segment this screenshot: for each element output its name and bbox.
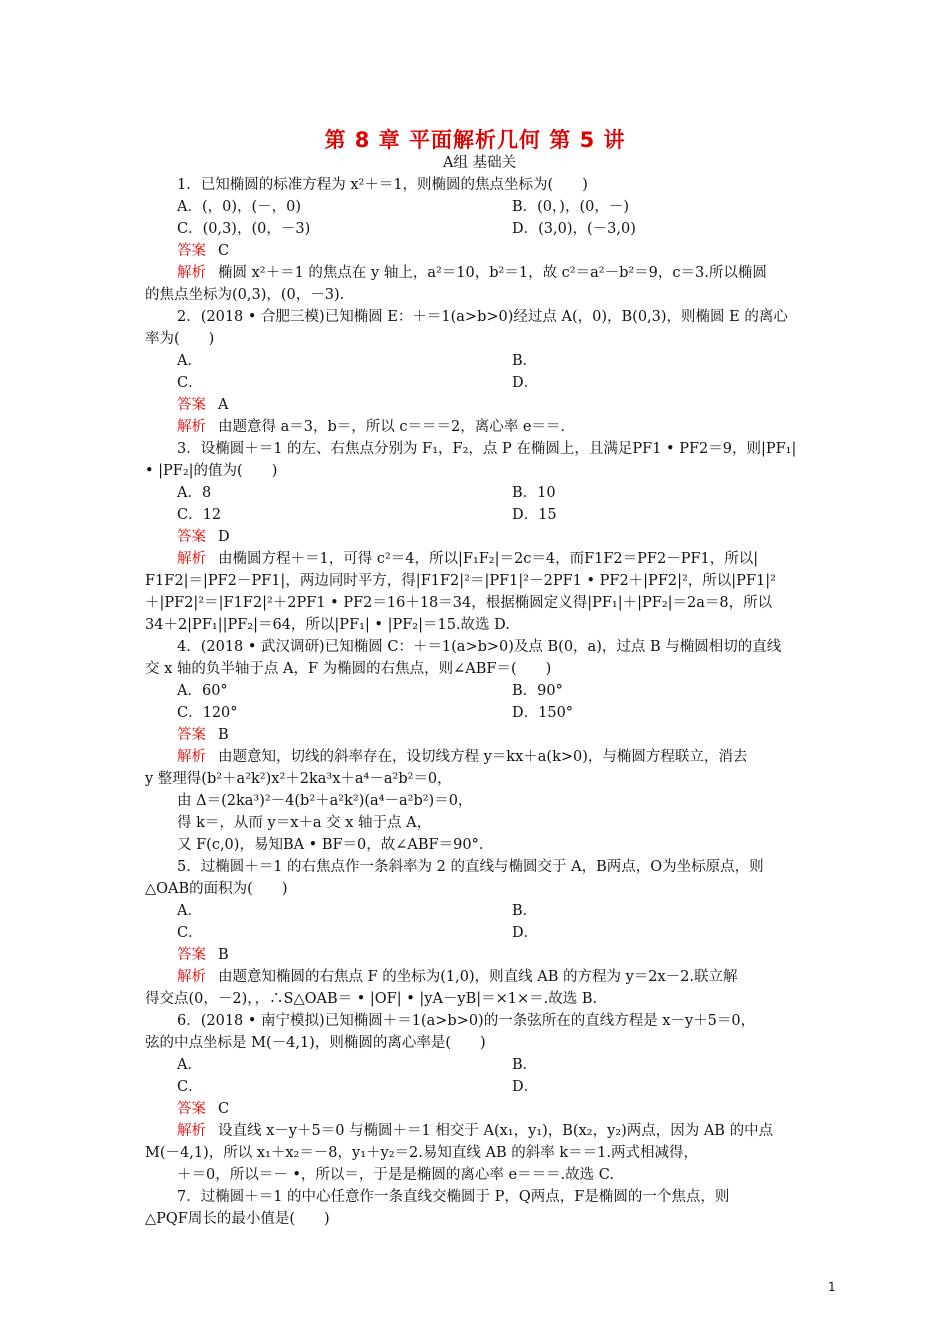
option: B．10 — [512, 485, 556, 501]
answer-value: A — [218, 397, 229, 413]
explanation-text: y 整理得(b²＋a²k²)x²＋2ka³x＋a⁴－a²b²＝0， — [145, 771, 452, 787]
answer-line — [177, 944, 229, 966]
explanation-line — [177, 262, 767, 284]
answer-value: B — [218, 947, 229, 963]
option: A．(，0)，(－，0) — [177, 199, 302, 215]
option: D．15 — [512, 507, 557, 523]
answer-line — [177, 1098, 229, 1120]
question-6-cont: 弦的中点坐标是 M(－4,1)，则椭圆的离心率是( ) — [145, 1035, 486, 1051]
explanation-text: 设直线 x－y＋5＝0 与椭圆＋＝1 相交于 A(x₁，y₁)，B(x₂，y₂)两点，因为 AB 的中点 — [218, 1123, 774, 1139]
explanation-text: 34＋2|PF₁||PF₂|＝64，所以|PF₁| • |PF₂|＝15.故选 D. — [145, 617, 510, 633]
question-7: 7．过椭圆＋＝1 的中心任意作一条直线交椭圆于 P，Q两点，F是椭圆的一个焦点，则 — [177, 1189, 730, 1205]
explanation-text: ＋|PF2|²＝|F1F2|²＋2PF1 • PF2＝16＋18＝34，根据椭圆定义得|PF₁|＋|PF₂|＝2a＝8，所以 — [145, 595, 773, 611]
option: C． — [177, 375, 203, 391]
question-4: 4．(2018 • 武汉调研)已知椭圆 C：＋＝1(a>b>0)及点 B(0，a)，过点 B 与椭圆相切的直线 — [177, 639, 782, 655]
answer-value: B — [218, 727, 229, 743]
answer-label: 答案 — [177, 529, 206, 545]
option: C．12 — [177, 507, 222, 523]
option: A． — [177, 1057, 202, 1073]
question-6: 6．(2018 • 南宁模拟)已知椭圆＋＝1(a>b>0)的一条弦所在的直线方程是 x－y＋5＝0， — [177, 1013, 756, 1029]
option: B． — [512, 903, 538, 919]
explanation-text: 椭圆 x²＋＝1 的焦点在 y 轴上，a²＝10，b²＝1，故 c²＝a²－b²＝9，c＝3.所以椭圆 — [218, 265, 767, 281]
explanation-line — [177, 746, 747, 768]
answer-line — [177, 394, 228, 416]
answer-line — [177, 526, 230, 548]
explanation-text: ＋＝0，所以＝－ •，所以＝，于是是椭圆的离心率 e＝＝＝.故选 C. — [177, 1167, 614, 1183]
question-7-cont: △PQF周长的最小值是( ) — [145, 1211, 330, 1227]
option: A． — [177, 353, 202, 369]
option: B．90° — [512, 683, 563, 699]
explanation-text: 由题意知椭圆的右焦点 F 的坐标为(1,0)，则直线 AB 的方程为 y＝2x－2.联立解 — [218, 969, 738, 985]
explanation-text: 又 F(c,0)，易知BA • BF＝0，故∠ABF＝90°． — [177, 837, 494, 853]
option: B． — [512, 1057, 538, 1073]
group-heading: A组 基础关 — [443, 155, 517, 171]
explain-label: 解析 — [177, 749, 206, 765]
explain-label: 解析 — [177, 1123, 206, 1139]
explain-label: 解析 — [177, 419, 206, 435]
explanation-text: F1F2|＝|PF2－PF1|，两边同时平方，得|F1F2|²＝|PF1|²－2PF1 • PF2＋|PF2|²，所以|PF1|² — [145, 573, 776, 589]
question-4-cont: 交 x 轴的负半轴于点 A，F 为椭圆的右焦点，则∠ABF＝( ) — [145, 661, 552, 677]
explanation-line — [177, 548, 758, 570]
option: C． — [177, 925, 203, 941]
answer-value: D — [218, 529, 230, 545]
option: A．60° — [177, 683, 228, 699]
question-3: 3．设椭圆＋＝1 的左、右焦点分别为 F₁，F₂，点 P 在椭圆上，且满足PF1 • PF2＝9，则|PF₁| — [177, 441, 797, 457]
option: D． — [512, 375, 539, 391]
option: B． — [512, 353, 538, 369]
answer-value: C — [218, 243, 230, 259]
answer-value: C — [218, 1101, 230, 1117]
explanation-text: 由题意得 a＝3，b＝，所以 c＝＝＝2，离心率 e＝＝. — [218, 419, 566, 435]
option: C． — [177, 1079, 203, 1095]
question-3-cont: • |PF₂|的值为( ) — [145, 463, 278, 479]
option: D． — [512, 925, 539, 941]
explain-label: 解析 — [177, 969, 206, 985]
option: D．(3,0)，(－3,0) — [512, 221, 636, 237]
page-title: 第 8 章 平面解析几何 第 5 讲 — [324, 128, 626, 152]
explain-label: 解析 — [177, 265, 206, 281]
option: D．150° — [512, 705, 574, 721]
explanation-text: M(－4,1)，所以 x₁＋x₂＝－8，y₁＋y₂＝2.易知直线 AB 的斜率 k＝＝1.两式相减得， — [145, 1145, 698, 1161]
explain-label: 解析 — [177, 551, 206, 567]
option: C．120° — [177, 705, 238, 721]
answer-label: 答案 — [177, 947, 206, 963]
question-2-cont: 率为( ) — [145, 331, 215, 347]
page-number: 1 — [828, 1280, 836, 1294]
explanation-line — [177, 1120, 773, 1142]
option: B．(0，)，(0，－) — [512, 199, 629, 215]
explanation-text: 得 k＝，从而 y＝x＋a 交 x 轴于点 A， — [177, 815, 432, 831]
answer-line — [177, 240, 229, 262]
question-1: 1．已知椭圆的标准方程为 x²＋＝1，则椭圆的焦点坐标为( ) — [177, 177, 588, 193]
explanation-text: 的焦点坐标为(0,3)，(0，－3). — [145, 287, 345, 303]
answer-label: 答案 — [177, 1101, 206, 1117]
explanation-text: 由椭圆方程＋＝1，可得 c²＝4，所以|F₁F₂|＝2c＝4，而F1F2＝PF2－PF1，所以| — [218, 551, 759, 567]
question-5-cont: △OAB的面积为( ) — [145, 881, 288, 897]
explanation-text: 由题意知，切线的斜率存在，设切线方程 y＝kx＋a(k>0)，与椭圆方程联立，消去 — [218, 749, 748, 765]
explanation-line — [177, 416, 565, 438]
answer-label: 答案 — [177, 397, 206, 413]
answer-label: 答案 — [177, 727, 206, 743]
option: A． — [177, 903, 202, 919]
question-5: 5．过椭圆＋＝1 的右焦点作一条斜率为 2 的直线与椭圆交于 A，B两点，O为坐标原点，则 — [177, 859, 764, 875]
explanation-text: 得交点(0，－2)，，∴S△OAB＝ • |OF| • |yA－yB|＝×1×＝.故选 B. — [145, 991, 598, 1007]
explanation-text: 由 Δ＝(2ka³)²－4(b²＋a²k²)(a⁴－a²b²)＝0， — [177, 793, 473, 809]
option: A．8 — [177, 485, 212, 501]
question-2: 2．(2018 • 合肥三模)已知椭圆 E：＋＝1(a>b>0)经过点 A(，0)，B(0,3)，则椭圆 E 的离心 — [177, 309, 788, 325]
answer-label: 答案 — [177, 243, 206, 259]
explanation-line — [177, 966, 738, 988]
option: C．(0,3)，(0，－3) — [177, 221, 311, 237]
option: D． — [512, 1079, 539, 1095]
answer-line — [177, 724, 229, 746]
